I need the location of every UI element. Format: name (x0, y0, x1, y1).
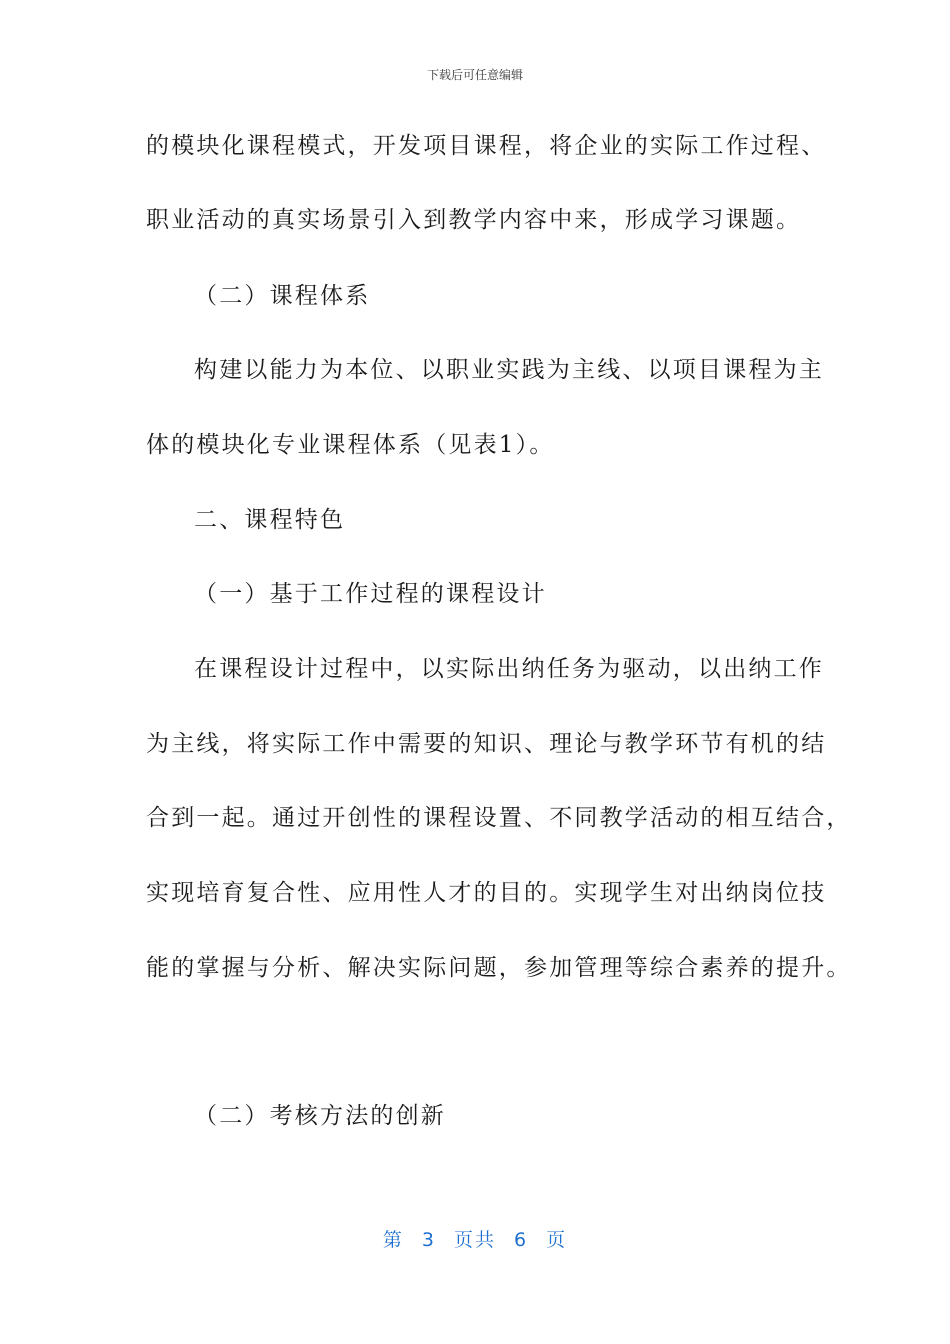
paragraph-line: 为主线，将实际工作中需要的知识、理论与教学环节有机的结 (146, 731, 827, 757)
footer-prefix: 第 (382, 1229, 404, 1251)
paragraph-line: 在课程设计过程中，以实际出纳任务为驱动，以出纳工作 (194, 656, 824, 682)
section-heading: 二、课程特色 (194, 507, 346, 533)
paragraph-line: 构建以能力为本位、以职业实践为主线、以项目课程为主 (194, 357, 824, 383)
paragraph-line: 合到一起。通过开创性的课程设置、不同教学活动的相互结合， (146, 805, 852, 831)
paragraph-line: 实现培育复合性、应用性人才的目的。实现学生对出纳岗位技 (146, 880, 827, 906)
footer-total-pages: 6 (514, 1229, 529, 1251)
paragraph-line: 职业活动的真实场景引入到教学内容中来，形成学习课题。 (146, 207, 802, 233)
footer-middle: 页共 (453, 1229, 496, 1251)
paragraph-line: 体的模块化专业课程体系（见表1）。 (146, 432, 555, 458)
page-header: 下载后可任意编辑 (426, 68, 523, 82)
paragraph-line: 的模块化课程模式，开发项目课程，将企业的实际工作过程、 (146, 133, 827, 159)
footer-suffix: 页 (546, 1229, 568, 1251)
paragraph-line: 能的掌握与分析、解决实际问题，参加管理等综合素养的提升。 (146, 955, 852, 981)
section-heading: （二）考核方法的创新 (194, 1103, 446, 1129)
footer-current-page: 3 (421, 1229, 436, 1251)
page-footer (0, 1225, 950, 1252)
section-heading: （一）基于工作过程的课程设计 (194, 581, 547, 607)
section-heading: （二）课程体系 (194, 283, 371, 309)
